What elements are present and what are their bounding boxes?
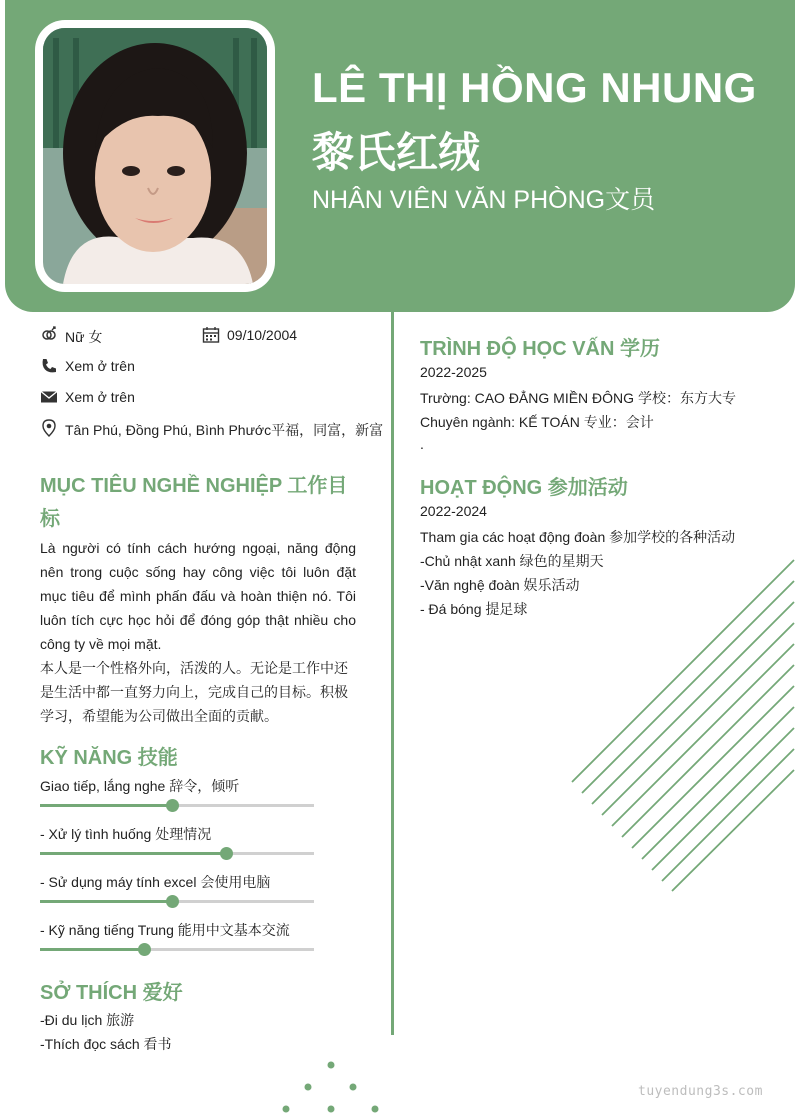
skill-bar — [40, 852, 314, 855]
candidate-name-chinese: 黎氏红绒 — [312, 129, 481, 176]
email-value: Xem ở trên — [65, 389, 135, 405]
skill-bar — [40, 804, 314, 807]
decorative-dots — [278, 1058, 388, 1114]
skill-bar-knob — [220, 847, 233, 860]
envelope-icon — [40, 388, 58, 406]
address-row — [40, 420, 385, 438]
education-years: 2022-2025 — [420, 364, 487, 380]
candidate-name: LÊ THỊ HỒNG NHUNG — [312, 64, 757, 111]
gender-value: Nữ 女 — [65, 329, 103, 345]
skill-bar-knob — [166, 895, 179, 908]
objective-title: MỤC TIÊU NGHỀ NGHIỆP 工作目标 — [40, 475, 348, 530]
skill-bar-knob — [166, 799, 179, 812]
objective-text-vi: Là người có tính cách hướng ngoại, năng động nên trong cuộc sống hay công việc tôi luôn đặt mục tiêu để mình phấn đấu và hoàn thiện nó. Tôi luôn tích cực học hỏi để đóng góp thật nhiều cho công ty về mọi mặt. — [40, 540, 356, 652]
hobby-item: -Thích đọc sách 看书 — [40, 1036, 172, 1052]
column-divider — [391, 312, 394, 1035]
activity-line: -Chủ nhật xanh 绿色的星期天 — [420, 553, 604, 569]
profile-photo-frame — [35, 20, 275, 292]
skill-label: - Kỹ năng tiếng Trung 能用中文基本交流 — [40, 922, 290, 938]
skill-bar-fill — [40, 852, 226, 855]
gender-row — [40, 327, 190, 345]
birthday-value: 09/10/2004 — [227, 327, 298, 343]
calendar-icon — [202, 326, 220, 344]
phone-icon — [40, 357, 58, 375]
profile-photo — [43, 28, 267, 284]
location-pin-icon — [40, 419, 58, 437]
watermark: tuyendung3s.com — [638, 1084, 763, 1099]
address-value: Tân Phú, Đồng Phú, Bình Phước平福，同富，新富 — [65, 422, 384, 438]
hobbies-title: SỞ THÍCH 爱好 — [40, 982, 183, 1004]
activities-title: HOẠT ĐỘNG 参加活动 — [420, 477, 628, 499]
education-title: TRÌNH ĐỘ HỌC VẤN 学历 — [420, 338, 660, 360]
education-extra: . — [420, 436, 424, 452]
skills-title: KỸ NĂNG 技能 — [40, 747, 178, 769]
skill-bar-fill — [40, 948, 144, 951]
activities-years: 2022-2024 — [420, 503, 487, 519]
skill-bar-knob — [138, 943, 151, 956]
phone-value: Xem ở trên — [65, 358, 135, 374]
decorative-diagonal-lines — [560, 555, 800, 900]
skill-bar — [40, 900, 314, 903]
birthday-row — [202, 327, 362, 345]
job-title: NHÂN VIÊN VĂN PHÒNG文员 — [312, 186, 656, 214]
skill-label: Giao tiếp, lắng nghe 辞令，倾听 — [40, 778, 240, 794]
email-row — [40, 389, 240, 407]
education-school: Trường: CAO ĐẲNG MIỀN ĐÔNG 学校：东方大专 — [420, 390, 736, 406]
activity-line: - Đá bóng 提足球 — [420, 601, 528, 617]
objective-text-zh: 本人是一个性格外向，活泼的人。无论是工作中还是生活中都一直努力向上，完成自己的目标。积极学习，希望能为公司做出全面的贡献。 — [40, 660, 348, 724]
skill-bar-fill — [40, 900, 172, 903]
phone-row — [40, 358, 240, 376]
activity-line: Tham gia các hoạt động đoàn 参加学校的各种活动 — [420, 529, 736, 545]
skill-bar — [40, 948, 314, 951]
gender-icon — [40, 326, 58, 344]
skill-bar-fill — [40, 804, 172, 807]
skill-label: - Xử lý tình huống 处理情况 — [40, 826, 212, 842]
skill-label: - Sử dụng máy tính excel 会使用电脑 — [40, 874, 271, 890]
hobby-item: -Đi du lịch 旅游 — [40, 1012, 135, 1028]
activity-line: -Văn nghệ đoàn 娱乐活动 — [420, 577, 580, 593]
education-major: Chuyên ngành: KẾ TOÁN 专业：会计 — [420, 414, 654, 430]
